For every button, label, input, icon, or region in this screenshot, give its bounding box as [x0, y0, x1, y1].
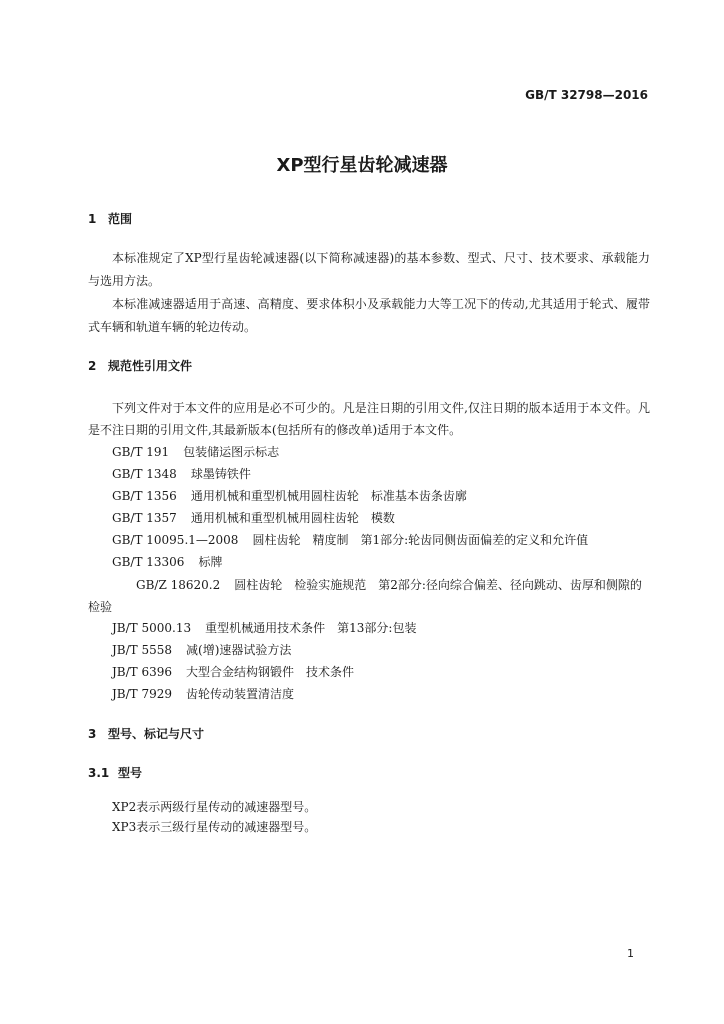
section-3-1-body: [88, 797, 650, 837]
reference-title: 球墨铸铁件: [190, 467, 251, 481]
reference-code: GB/T 191: [112, 445, 170, 459]
section-2-intro: [88, 397, 650, 441]
section-3-1-number: 3.1: [88, 766, 110, 780]
reference-code: JB/T 5558: [112, 643, 173, 657]
reference-code: GB/Z 18620.2: [136, 578, 221, 592]
reference-title: 重型机械通用技术条件 第13部分:包装: [205, 621, 417, 635]
reference-title: 大型合金结构钢锻件 技术条件: [186, 665, 355, 679]
section-2-intro-text: 下列文件对于本文件的应用是必不可少的。凡是注日期的引用文件,仅注日期的版本适用于本文件。凡是不注日期的引用文件,其最新版本(包括所有的修改单)适用于本文件。: [88, 401, 650, 437]
reference-item: [88, 552, 650, 574]
reference-item: [88, 618, 650, 640]
section-2-number: 2: [88, 359, 97, 373]
reference-item: [88, 530, 650, 552]
reference-title: 通用机械和重型机械用圆柱齿轮 模数: [190, 511, 395, 525]
reference-item: [88, 442, 650, 464]
standard-code: GB/T 32798—2016: [525, 88, 648, 102]
reference-item: [88, 508, 650, 530]
section-3-title: 型号、标记与尺寸: [108, 727, 205, 741]
section-2-title: 规范性引用文件: [108, 359, 193, 373]
model-line: XP3表示三级行星传动的减速器型号。: [112, 820, 317, 834]
reference-item: [88, 684, 650, 706]
reference-code: JB/T 5000.13: [112, 621, 192, 635]
section-1-paragraph: 本标准规定了XP型行星齿轮减速器(以下简称减速器)的基本参数、型式、尺寸、技术要求、承载能力与选用方法。: [88, 251, 650, 288]
reference-title: 标牌: [198, 555, 223, 569]
normative-reference-list: [88, 442, 650, 706]
reference-code: GB/T 1356: [112, 489, 177, 503]
reference-item: [88, 662, 650, 684]
model-line: XP2表示两级行星传动的减速器型号。: [112, 800, 317, 814]
section-1-title: 范围: [108, 212, 133, 226]
reference-item: [88, 486, 650, 508]
reference-code: GB/T 1348: [112, 467, 177, 481]
reference-title: 齿轮传动装置清洁度: [186, 687, 295, 701]
reference-code: JB/T 6396: [112, 665, 173, 679]
section-1-paragraph: 本标准减速器适用于高速、高精度、要求体积小及承载能力大等工况下的传动,尤其适用于轮式、履带式车辆和轨道车辆的轮边传动。: [88, 297, 650, 334]
section-3-1-heading: [88, 765, 142, 781]
section-1-heading: [88, 211, 132, 227]
page-number: 1: [627, 947, 634, 960]
section-3-number: 3: [88, 727, 97, 741]
reference-code: GB/T 13306: [112, 555, 185, 569]
reference-item: [88, 464, 650, 486]
reference-title: 包装储运图示标志: [183, 445, 280, 459]
reference-title: 圆柱齿轮 精度制 第1部分:轮齿同侧齿面偏差的定义和允许值: [252, 533, 589, 547]
reference-title: 减(增)速器试验方法: [186, 643, 292, 657]
reference-code: GB/T 10095.1—2008: [112, 533, 239, 547]
section-3-1-title: 型号: [118, 766, 143, 780]
reference-code: JB/T 7929: [112, 687, 173, 701]
reference-code: GB/T 1357: [112, 511, 177, 525]
reference-title: 圆柱齿轮 检验实施规范 第2部分:径向综合偏差、径向跳动、齿厚和侧隙的检验: [88, 578, 642, 614]
section-1-body: [88, 247, 650, 339]
document-title: XP型行星齿轮减速器: [276, 155, 448, 176]
reference-item: [88, 574, 650, 618]
reference-item: [88, 640, 650, 662]
section-2-heading: [88, 358, 192, 374]
section-3-heading: [88, 726, 204, 742]
reference-title: 通用机械和重型机械用圆柱齿轮 标准基本齿条齿廓: [190, 489, 467, 503]
section-1-number: 1: [88, 212, 97, 226]
